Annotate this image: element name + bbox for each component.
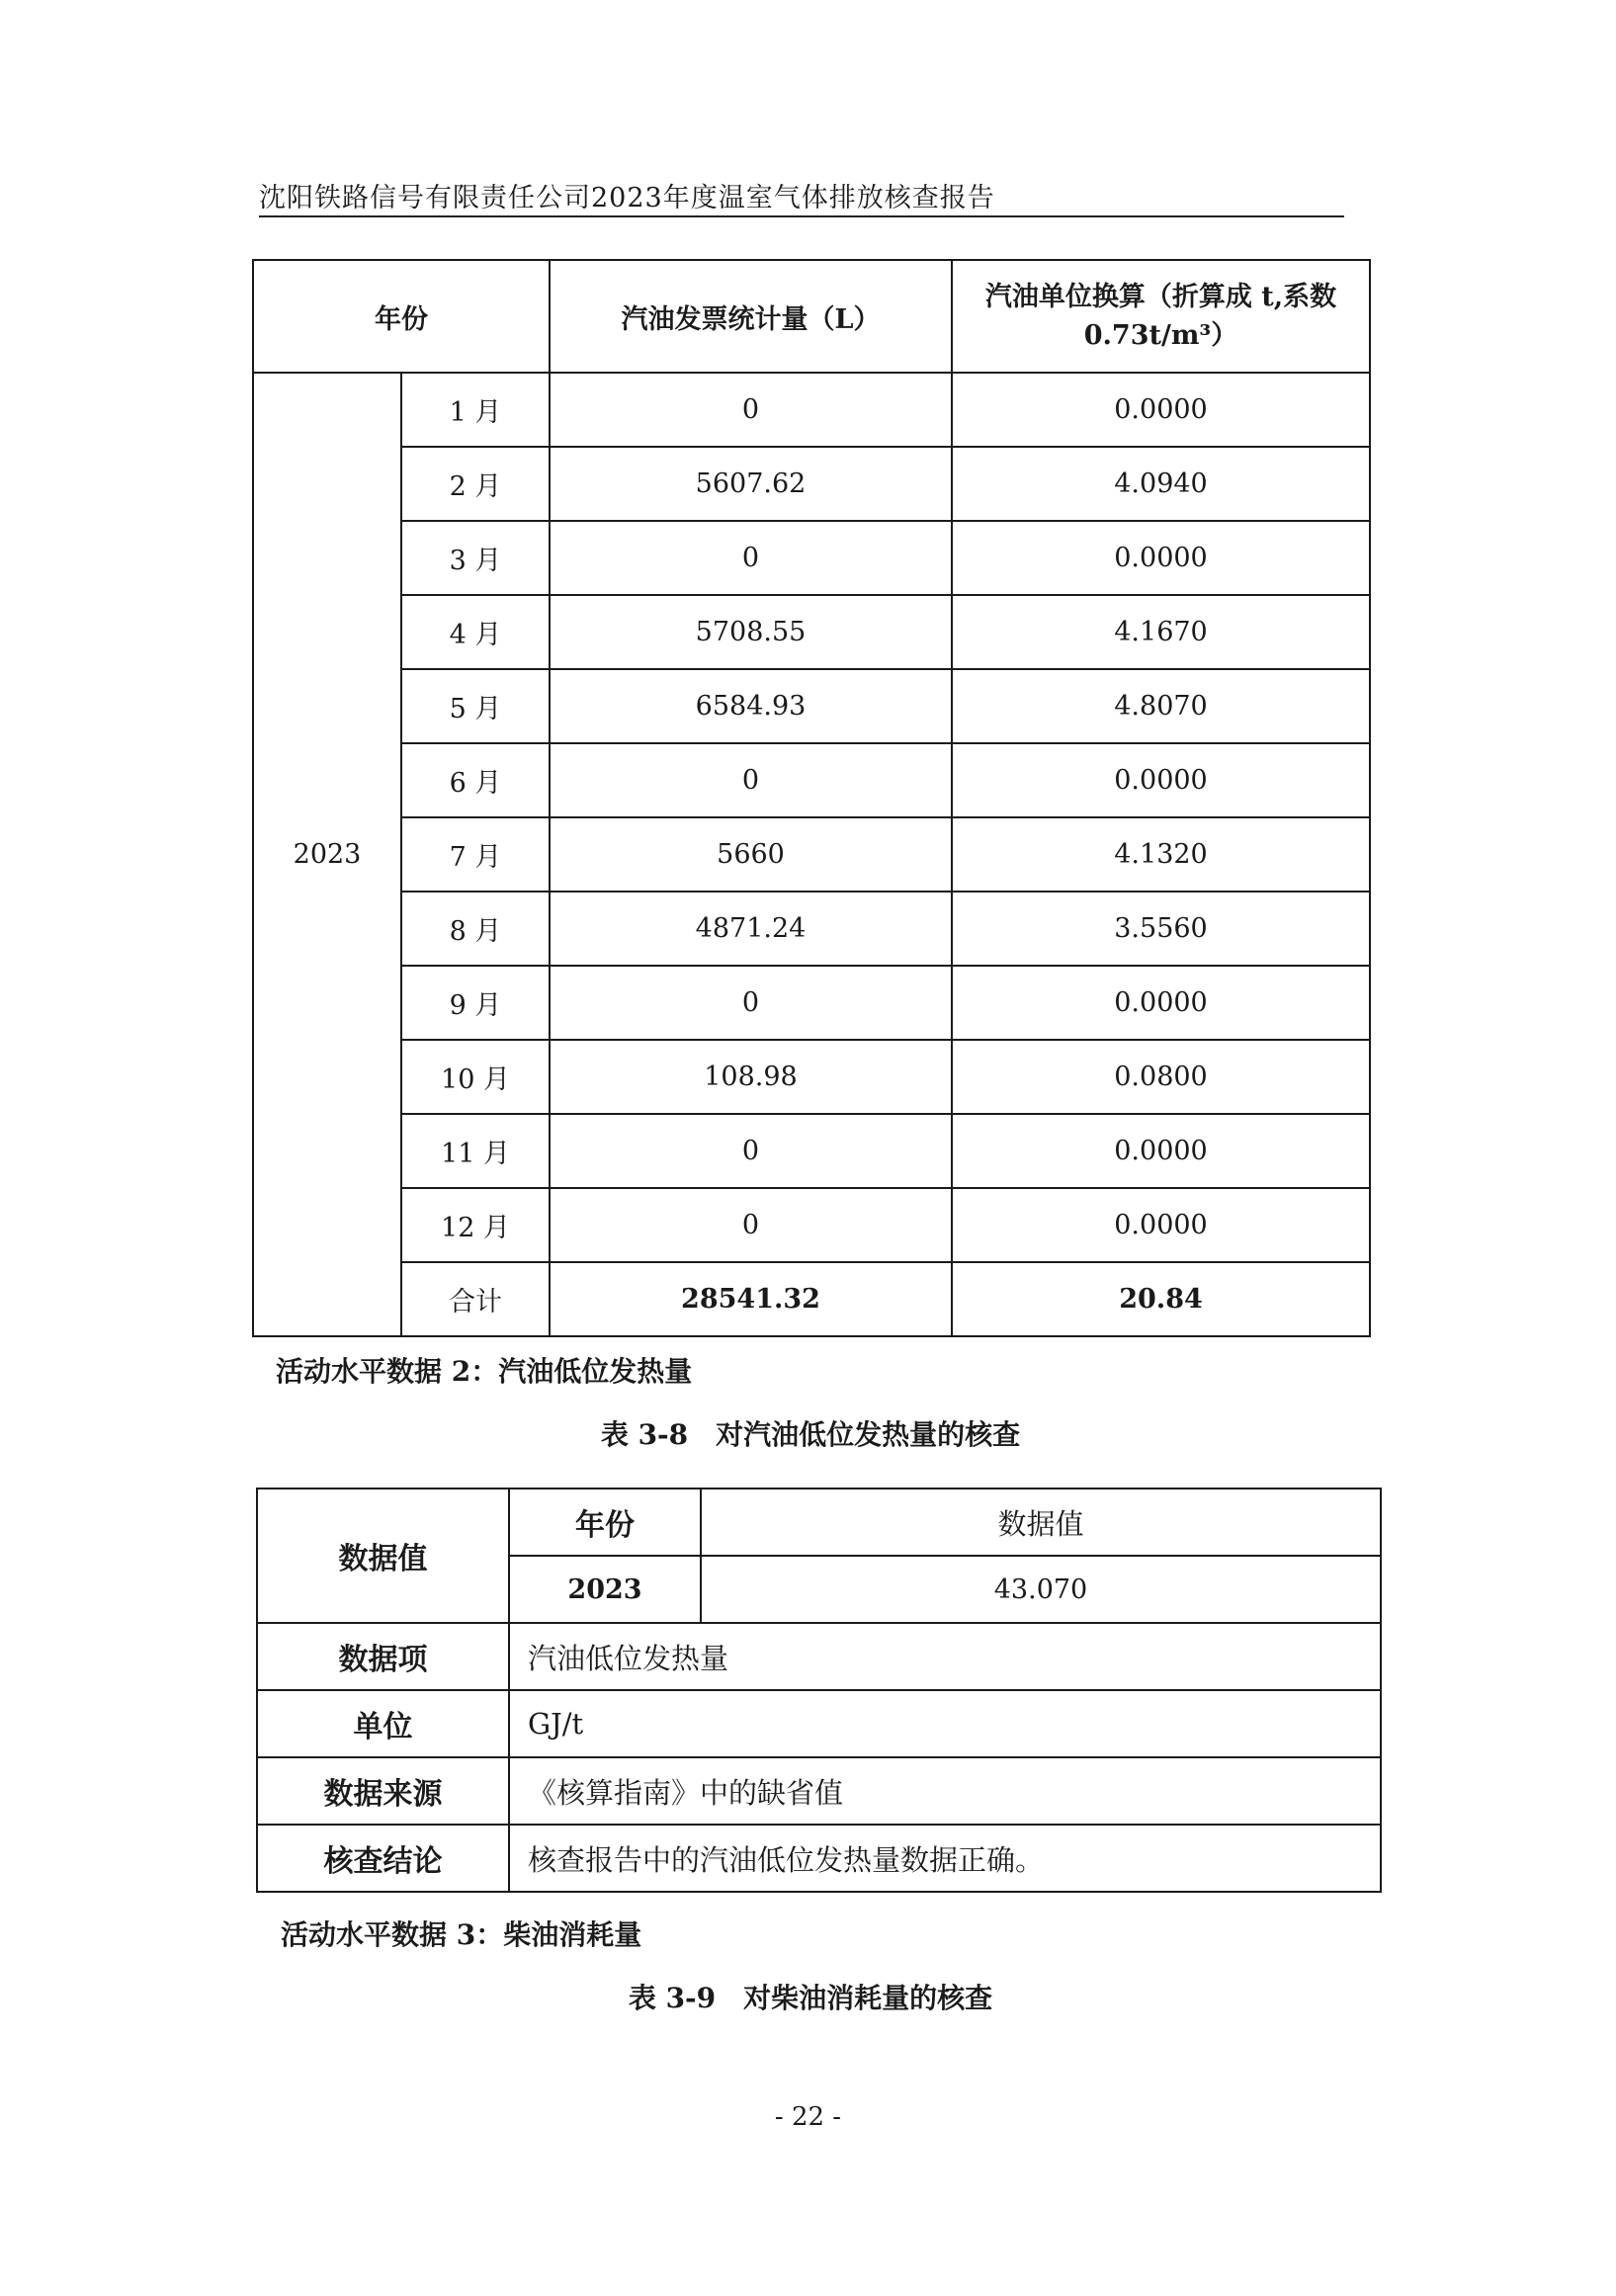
header-conversion: 汽油单位换算（折算成 t,系数 0.73t/m³） [952, 260, 1370, 373]
table-header-row [253, 260, 1370, 373]
month-cell: 6 月 [401, 743, 550, 817]
tons-cell: 0.0800 [952, 1040, 1370, 1114]
item-label: 数据项 [257, 1623, 509, 1690]
tons-cell: 4.1670 [952, 595, 1370, 669]
table-3-9-caption: 表 3-9 对柴油消耗量的核查 [628, 1982, 993, 2014]
table-3-8-caption: 表 3-8 对汽油低位发热量的核查 [600, 1418, 1021, 1451]
month-cell: 2 月 [401, 447, 550, 521]
tons-cell: 0.0000 [952, 373, 1370, 447]
heat-value-table [256, 1488, 1382, 1893]
tons-cell: 4.8070 [952, 669, 1370, 743]
unit-label: 单位 [257, 1690, 509, 1757]
unit-value: GJ/t [509, 1690, 1381, 1757]
liters-cell: 0 [550, 521, 952, 595]
header-rule [259, 215, 1344, 217]
conclusion-value: 核查报告中的汽油低位发热量数据正确。 [509, 1825, 1381, 1892]
tons-cell: 4.0940 [952, 447, 1370, 521]
month-cell: 4 月 [401, 595, 550, 669]
total-liters: 28541.32 [550, 1262, 952, 1336]
liters-cell: 4871.24 [550, 892, 952, 966]
liters-cell: 0 [550, 1114, 952, 1188]
month-cell: 11 月 [401, 1114, 550, 1188]
source-value: 《核算指南》中的缺省值 [509, 1757, 1381, 1825]
table-row [253, 521, 1370, 595]
month-cell: 12 月 [401, 1188, 550, 1262]
year-label: 年份 [509, 1488, 701, 1556]
month-cell: 5 月 [401, 669, 550, 743]
table-row [253, 1114, 1370, 1188]
liters-cell: 108.98 [550, 1040, 952, 1114]
tons-cell: 0.0000 [952, 1114, 1370, 1188]
liters-cell: 5660 [550, 817, 952, 892]
table-row [257, 1623, 1381, 1690]
tons-cell: 4.1320 [952, 817, 1370, 892]
liters-cell: 0 [550, 743, 952, 817]
header-year: 年份 [253, 260, 550, 373]
tons-cell: 3.5560 [952, 892, 1370, 966]
table-row [257, 1757, 1381, 1825]
total-row [253, 1262, 1370, 1336]
data-value-label: 数据值 [257, 1488, 509, 1623]
tons-cell: 0.0000 [952, 743, 1370, 817]
month-cell: 10 月 [401, 1040, 550, 1114]
year-value: 2023 [509, 1556, 701, 1623]
section3-title: 活动水平数据 3：柴油消耗量 [281, 1918, 642, 1951]
total-tons: 20.84 [952, 1262, 1370, 1336]
tons-cell: 0.0000 [952, 966, 1370, 1040]
tons-cell: 0.0000 [952, 521, 1370, 595]
month-cell: 7 月 [401, 817, 550, 892]
total-label: 合计 [401, 1262, 550, 1336]
liters-cell: 5708.55 [550, 595, 952, 669]
liters-cell: 6584.93 [550, 669, 952, 743]
month-cell: 1 月 [401, 373, 550, 447]
year-cell: 2023 [253, 373, 401, 1336]
header-invoice: 汽油发票统计量（L） [550, 260, 952, 373]
table-row [257, 1488, 1381, 1556]
item-value: 汽油低位发热量 [509, 1623, 1381, 1690]
value-label: 数据值 [701, 1488, 1381, 1556]
liters-cell: 5607.62 [550, 447, 952, 521]
table-row [253, 817, 1370, 892]
tons-cell: 0.0000 [952, 1188, 1370, 1262]
source-label: 数据来源 [257, 1757, 509, 1825]
table-row [253, 595, 1370, 669]
table-row [253, 892, 1370, 966]
table-row [253, 743, 1370, 817]
page-header: 沈阳铁路信号有限责任公司2023年度温室气体排放核查报告 [259, 183, 995, 213]
table-row [253, 1188, 1370, 1262]
table-row [253, 1040, 1370, 1114]
month-cell: 3 月 [401, 521, 550, 595]
liters-cell: 0 [550, 1188, 952, 1262]
section2-title: 活动水平数据 2：汽油低位发热量 [276, 1355, 693, 1388]
conclusion-label: 核查结论 [257, 1825, 509, 1892]
table-row [253, 966, 1370, 1040]
heat-value: 43.070 [701, 1556, 1381, 1623]
liters-cell: 0 [550, 966, 952, 1040]
table-row [253, 447, 1370, 521]
table-row [253, 669, 1370, 743]
table-row [253, 373, 1370, 447]
gasoline-consumption-table [252, 259, 1371, 1337]
month-cell: 8 月 [401, 892, 550, 966]
liters-cell: 0 [550, 373, 952, 447]
table-row [257, 1825, 1381, 1892]
page-number: - 22 - [774, 2102, 842, 2132]
month-cell: 9 月 [401, 966, 550, 1040]
table-row [257, 1690, 1381, 1757]
